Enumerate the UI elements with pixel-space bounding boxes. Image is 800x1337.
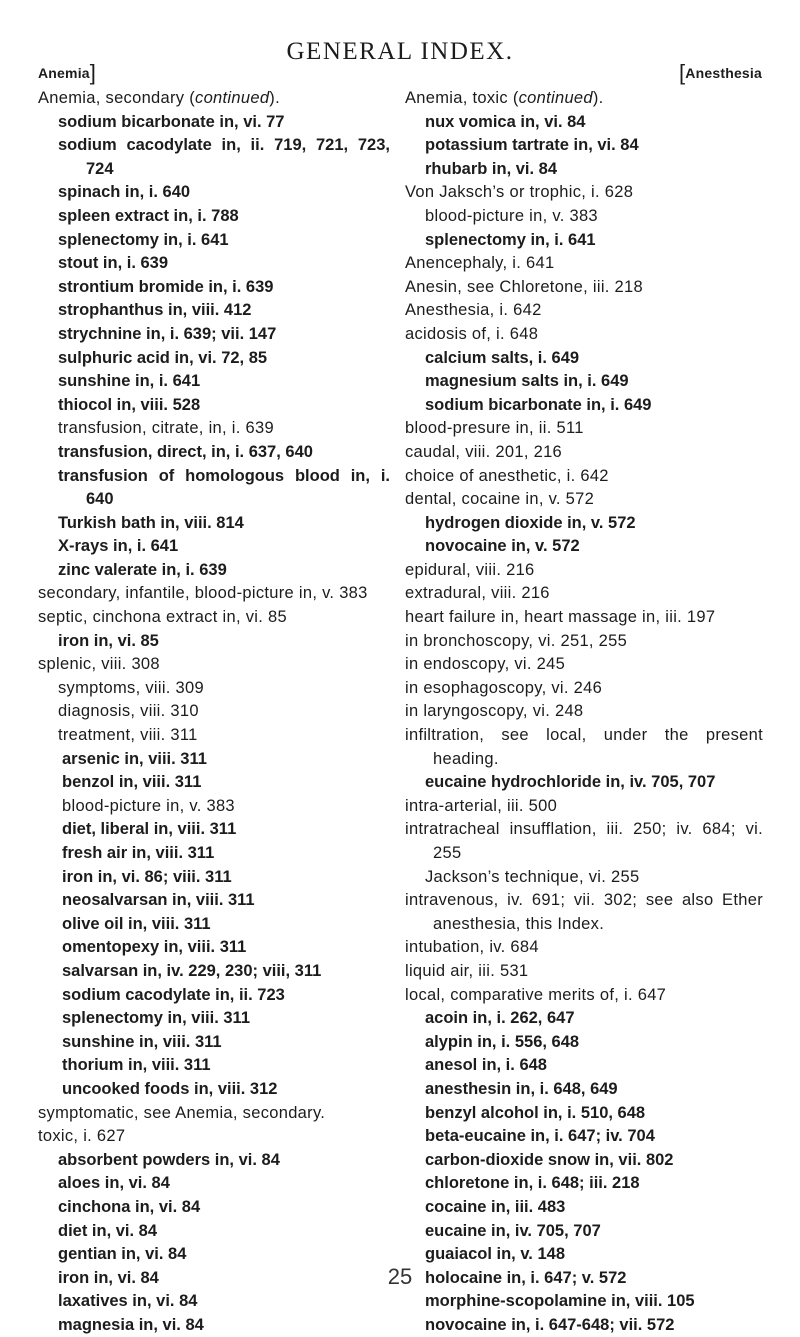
index-entry: stout in, i. 639 <box>58 254 169 273</box>
index-entry: Anemia, toxic (continued). <box>405 89 604 107</box>
index-entry: strontium bromide in, i. 639 <box>58 277 274 296</box>
header-right-guide-word: [Anesthesia <box>678 60 762 85</box>
index-entry: liquid air, iii. 531 <box>405 961 529 980</box>
index-entry: diagnosis, viii. 310 <box>58 702 199 721</box>
index-entry: eucaine hydrochloride in, iv. 705, 707 <box>425 773 716 792</box>
index-entry: toxic, i. 627 <box>38 1127 126 1146</box>
index-entry: spinach in, i. 640 <box>58 183 191 202</box>
index-entry: sunshine in, i. 641 <box>58 372 201 391</box>
index-entry: calcium salts, i. 649 <box>425 348 580 367</box>
index-entry: in bronchoscopy, vi. 251, 255 <box>405 631 628 650</box>
index-entry: uncooked foods in, viii. 312 <box>62 1079 278 1098</box>
index-entry: diet, liberal in, viii. 311 <box>62 820 237 839</box>
index-entry: morphine-scopolamine in, viii. 105 <box>425 1292 695 1311</box>
index-column-left <box>38 87 390 1337</box>
index-entry: thiocol in, viii. 528 <box>58 395 201 414</box>
index-entry: strophanthus in, viii. 412 <box>58 301 252 320</box>
index-entry: treatment, viii. 311 <box>58 726 198 745</box>
index-entry: sunshine in, viii. 311 <box>62 1032 222 1051</box>
index-entry: transfusion, citrate, in, i. 639 <box>58 419 274 438</box>
index-entry: zinc valerate in, i. 639 <box>58 560 227 579</box>
index-entry: iron in, vi. 84 <box>58 1268 159 1287</box>
index-entry: omentopexy in, viii. 311 <box>62 938 247 957</box>
index-entry: blood-presure in, ii. 511 <box>405 419 584 438</box>
index-entry: acidosis of, i. 648 <box>405 324 539 343</box>
index-entry: sodium cacodylate in, ii. 723 <box>62 985 285 1004</box>
index-entry: chloretone in, i. 648; iii. 218 <box>425 1174 640 1193</box>
index-entry: olive oil in, viii. 311 <box>62 914 211 933</box>
index-entry: sodium cacodylate in, ii. 719, 721, 723, 724 <box>58 136 390 178</box>
index-entry: anesthesin in, i. 648, 649 <box>425 1079 618 1098</box>
index-entry: novocaine in, v. 572 <box>425 537 580 556</box>
index-entry: symptoms, viii. 309 <box>58 678 204 697</box>
index-entry: laxatives in, vi. 84 <box>58 1292 198 1311</box>
running-header <box>0 38 800 86</box>
index-entry: neosalvarsan in, viii. 311 <box>62 891 255 910</box>
index-entry: alypin in, i. 556, 648 <box>425 1032 580 1051</box>
index-entry: intravenous, iv. 691; vii. 302; see also Ether anesthesia, this Index. <box>405 891 763 933</box>
index-entry: transfusion, direct, in, i. 637, 640 <box>58 442 313 461</box>
index-entry: absorbent powders in, vi. 84 <box>58 1150 280 1169</box>
index-entry: in laryngoscopy, vi. 248 <box>405 702 584 721</box>
index-entry: Jackson’s technique, vi. 255 <box>425 867 640 886</box>
index-entry: sodium bicarbonate in, i. 649 <box>425 395 652 414</box>
index-entry: Von Jaksch’s or trophic, i. 628 <box>405 183 634 202</box>
index-entry: in endoscopy, vi. 245 <box>405 655 566 674</box>
index-entry: spleen extract in, i. 788 <box>58 206 239 225</box>
index-entry: splenectomy in, viii. 311 <box>62 1009 251 1028</box>
index-entry: Anesin, see Chloretone, iii. 218 <box>405 277 643 296</box>
index-entry: diet in, vi. 84 <box>58 1221 158 1240</box>
index-entry: guaiacol in, v. 148 <box>425 1245 566 1264</box>
index-entry: iron in, vi. 86; viii. 311 <box>62 867 232 886</box>
index-entry: intratracheal insufflation, iii. 250; iv. 684; vi. 255 <box>405 820 763 862</box>
index-entry: novocaine in, i. 647-648; vii. 572 <box>425 1315 675 1334</box>
index-entry: dental, cocaine in, v. 572 <box>405 490 595 509</box>
index-entry: strychnine in, i. 639; vii. 147 <box>58 324 277 343</box>
index-entry: heart failure in, heart massage in, iii. 197 <box>405 608 716 627</box>
index-entry: fresh air in, viii. 311 <box>62 844 215 862</box>
index-entry: carbon-dioxide snow in, vii. 802 <box>425 1150 674 1169</box>
index-entry: intubation, iv. 684 <box>405 938 539 957</box>
index-entry: local, comparative merits of, i. 647 <box>405 985 667 1004</box>
index-entry: epidural, viii. 216 <box>405 560 535 579</box>
index-entry: magnesia in, vi. 84 <box>58 1315 204 1334</box>
index-entry: hydrogen dioxide in, v. 572 <box>425 513 636 532</box>
index-entry: transfusion of homologous blood in, i. 640 <box>58 466 390 509</box>
index-entry: aloes in, vi. 84 <box>58 1174 170 1193</box>
index-entry: Anemia, secondary (continued). <box>38 89 280 107</box>
index-entry: nux vomica in, vi. 84 <box>425 112 586 131</box>
index-entry: benzyl alcohol in, i. 510, 648 <box>425 1103 646 1122</box>
header-left-guide-word: Anemia] <box>38 60 97 85</box>
index-entry: arsenic in, viii. 311 <box>62 749 207 768</box>
index-entry: extradural, viii. 216 <box>405 584 550 603</box>
index-entry: sulphuric acid in, vi. 72, 85 <box>58 348 268 367</box>
index-entry: potassium tartrate in, vi. 84 <box>425 136 639 155</box>
index-entry: eucaine in, iv. 705, 707 <box>425 1221 601 1240</box>
index-entry: caudal, viii. 201, 216 <box>405 442 563 461</box>
index-entry: symptomatic, see Anemia, secondary. <box>38 1103 326 1122</box>
index-entry: sodium bicarbonate in, vi. 77 <box>58 112 285 131</box>
header-title: GENERAL INDEX. <box>286 38 514 65</box>
index-entry: magnesium salts in, i. 649 <box>425 372 629 391</box>
index-entry: splenectomy in, i. 641 <box>58 230 229 249</box>
index-entry: gentian in, vi. 84 <box>58 1245 187 1264</box>
index-entry: anesol in, i. 648 <box>425 1056 547 1075</box>
index-entry: secondary, infantile, blood-picture in, v. 383 <box>38 584 368 603</box>
index-entry: Anencephaly, i. 641 <box>405 254 555 273</box>
index-entry: beta-eucaine in, i. 647; iv. 704 <box>425 1127 655 1146</box>
index-entry: choice of anesthetic, i. 642 <box>405 466 609 485</box>
index-entry: blood-picture in, v. 383 <box>62 796 235 815</box>
index-entry: in esophagoscopy, vi. 246 <box>405 678 603 697</box>
index-entry: blood-picture in, v. 383 <box>425 206 598 225</box>
index-entry: infiltration, see local, under the present heading. <box>405 726 763 768</box>
index-entry: splenic, viii. 308 <box>38 655 160 674</box>
index-entry: cinchona in, vi. 84 <box>58 1197 201 1216</box>
index-entry: benzol in, viii. 311 <box>62 773 202 792</box>
index-entry: septic, cinchona extract in, vi. 85 <box>38 608 287 627</box>
index-entry: iron in, vi. 85 <box>58 631 159 650</box>
index-entry: thorium in, viii. 311 <box>62 1056 211 1075</box>
index-entry: salvarsan in, iv. 229, 230; viii, 311 <box>62 961 322 980</box>
page-number: 25 <box>387 1264 413 1289</box>
index-entry: holocaine in, i. 647; v. 572 <box>425 1268 627 1287</box>
index-entry: acoin in, i. 262, 647 <box>425 1009 575 1028</box>
index-column-right <box>405 87 763 1337</box>
index-entry: splenectomy in, i. 641 <box>425 230 596 249</box>
index-entry: intra-arterial, iii. 500 <box>405 796 558 815</box>
index-entry: Turkish bath in, viii. 814 <box>58 513 244 532</box>
index-entry: X-rays in, i. 641 <box>58 537 179 556</box>
index-entry: Anesthesia, i. 642 <box>405 301 542 320</box>
index-entry: rhubarb in, vi. 84 <box>425 159 558 178</box>
index-entry: cocaine in, iii. 483 <box>425 1197 566 1216</box>
